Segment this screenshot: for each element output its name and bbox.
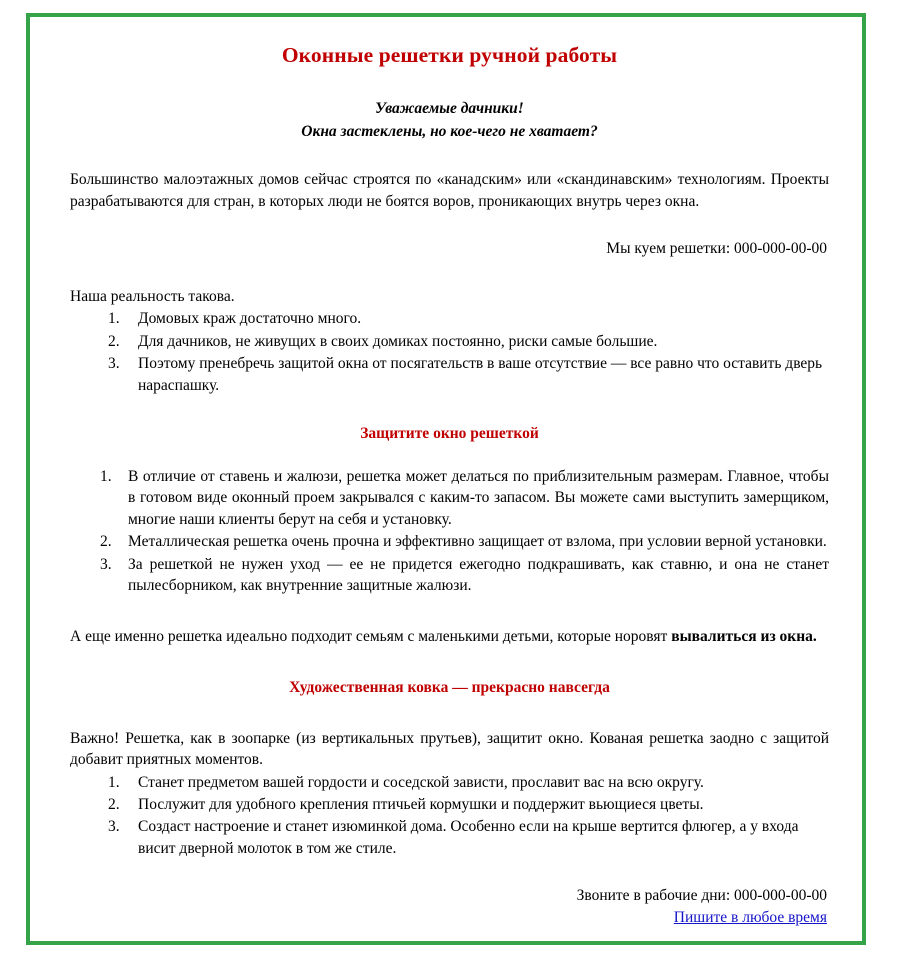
list-item: Создаст настроение и станет изюминкой дома. Особенно если на крыше вертится флюгер, а у входа висит дверной молоток в том же стиле. (138, 818, 799, 857)
document-page-frame (26, 13, 866, 945)
intro-paragraph: Большинство малоэтажных домов сейчас строятся по «канадским» или «скандинавским» технологиям. Проекты разрабатываются для стран, в которых люди не боятся воров, проникающих внутрь через окна. (70, 171, 829, 210)
reality-lead: Наша реальность такова. (70, 288, 235, 306)
section-heading-protect: Защитите окно решеткой (360, 424, 539, 442)
footer-email-link[interactable]: Пишите в любое время (673, 909, 827, 927)
subtitle-block (70, 97, 829, 144)
list-item: За решеткой не нужен уход — ее не придется ежегодно подкрашивать, как ставню, и она не станет пылесборником, как внутренние защитные жалюзи. (128, 555, 829, 594)
subtitle-line-1: Уважаемые дачники! (375, 99, 524, 117)
footer-phone-line: Звоните в рабочие дни: 000-000-00-00 (576, 887, 827, 905)
list-item: В отличие от ставень и жалюзи, решетка может делаться по приблизительным размерам. Главное, чтобы в готовом виде оконный проем закрывался с каким-то запасом. Вы можете сами выступить замерщиком, многие наши клиенты берут на себя и установку. (128, 468, 829, 528)
children-note-text: А еще именно решетка идеально подходит семьям с маленькими детьми, которые норовят (70, 628, 672, 646)
page-title: Оконные решетки ручной работы (281, 43, 618, 67)
list-item: Для дачников, не живущих в своих домиках постоянно, риски самые большие. (138, 332, 658, 350)
document-body (30, 17, 862, 941)
footer-contacts (70, 885, 829, 929)
list-item: Домовых краж достаточно много. (138, 310, 362, 328)
children-note-paragraph (70, 626, 829, 647)
list-item: Металлическая решетка очень прочна и эффективно защищает от взлома, при условии верной установки. (128, 533, 827, 551)
list-item: Поэтому пренебречь защитой окна от посягательств в ваше отсутствие — все равно что оставить дверь нараспашку. (138, 355, 823, 394)
section-heading-forging: Художественная ковка — прекрасно навсегда (289, 678, 610, 696)
subtitle-line-2: Окна застеклены, но кое-чего не хватает? (301, 123, 598, 141)
contact-top-line: Мы куем решетки: 000-000-00-00 (606, 240, 827, 258)
children-note-emphasis: вывалиться из окна. (671, 628, 817, 646)
forging-list (70, 772, 829, 860)
list-item: Послужит для удобного крепления птичьей кормушки и поддержит вьющиеся цветы. (138, 795, 704, 813)
forging-paragraph: Важно! Решетка, как в зоопарке (из вертикальных прутьев), защитит окно. Кованая решетка заодно с защитой добавит приятных моментов. (70, 729, 829, 769)
reality-list (70, 308, 829, 396)
protect-list (70, 466, 829, 596)
list-item: Станет предметом вашей гордости и соседской зависти, прославит вас на всю округу. (138, 773, 704, 791)
